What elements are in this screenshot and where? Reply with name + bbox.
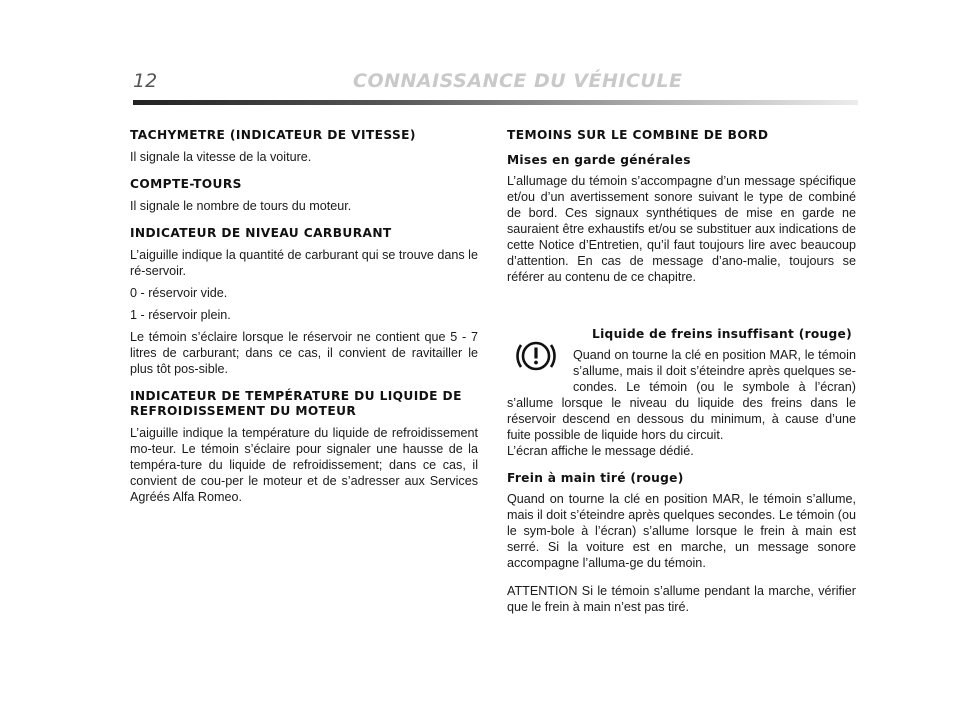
coolant-temp-heading-line-1: INDICATEUR DE TEMPÉRATURE DU LIQUIDE DE bbox=[130, 389, 462, 403]
fuel-gauge-text-2: 0 - réservoir vide. bbox=[130, 286, 228, 300]
page-number: 12 bbox=[133, 70, 158, 92]
fuel-gauge-text-3: 1 - réservoir plein. bbox=[130, 308, 231, 322]
right-column bbox=[507, 128, 856, 621]
fuel-gauge-text-4: Le témoin s’éclaire lorsque le réservoir ne contient que 5 - 7 litres de carburant; dans ce cas, il convient de ravitailler le plus tôt pos-sible. bbox=[130, 330, 478, 376]
handbrake-text: Quand on tourne la clé en position MAR, le témoin s’allume, mais il doit s’éteindre après quelques secondes. Le témoin (ou le sym-bole à l’écran) s’allume lorsque le frein à main est serré. Si la voiture est en marche, un message sonore accompagne l’alluma-ge du témoin. bbox=[507, 492, 856, 570]
brake-fluid-text: Quand on tourne la clé en position MAR, le témoin s’allume, mais il doit s’éteindre après quelques se-condes. Le témoin (ou le symbole à l’écran) s’allume lorsque le niveau du liquide des freins dans le réservoir descend en dessous du minimum, à cause d’une fuite possible de liquide hors du circuit. bbox=[507, 348, 856, 442]
section-title: CONNAISSANCE DU VÉHICULE bbox=[353, 70, 683, 92]
rev-counter-heading: COMPTE-TOURS bbox=[130, 177, 242, 191]
handbrake-attention-text: ATTENTION Si le témoin s’allume pendant la marche, vérifier que le frein à main n’est pas tiré. bbox=[507, 584, 856, 614]
left-column bbox=[130, 128, 478, 511]
tachymeter-text: Il signale la vitesse de la voiture. bbox=[130, 150, 312, 164]
coolant-temp-text: L’aiguille indique la température du liquide de refroidissement mo-teur. Le témoin s’éclaire pour signaler une hausse de la tempéra-ture du liquide de refroidissement; dans ce cas, il convient de cou-per le moteur et de s’adresser aux Services Agréés Alfa Romeo. bbox=[130, 426, 478, 504]
rev-counter-text: Il signale le nombre de tours du moteur. bbox=[130, 199, 352, 213]
combi-warnings-heading: TEMOINS SUR LE COMBINE DE BORD bbox=[507, 128, 769, 142]
brake-warning-icon bbox=[513, 333, 559, 379]
general-warnings-text: L’allumage du témoin s’accompagne d’un message spécifique et/ou d’un avertissement sonore suivant le type de combiné de bord. Ces signaux synthétiques de mise en garde ne sauraient être exhaustifs et/ou se substituer aux indications de cette Notice d’Entretien, qu’il faut toujours lire avec beaucoup d’attention. En cas de message d’ano-malie, toujours se référer au contenu de ce chapitre. bbox=[507, 174, 856, 284]
fuel-gauge-heading: INDICATEUR DE NIVEAU CARBURANT bbox=[130, 226, 392, 240]
fuel-gauge-text-1: L’aiguille indique la quantité de carburant qui se trouve dans le ré-servoir. bbox=[130, 248, 478, 278]
header-rule bbox=[133, 100, 858, 105]
tachymeter-heading: TACHYMETRE (INDICATEUR DE VITESSE) bbox=[130, 128, 416, 142]
coolant-temp-heading bbox=[130, 389, 478, 419]
brake-fluid-text-2: L’écran affiche le message dédié. bbox=[507, 444, 694, 458]
brake-fluid-heading: Liquide de freins insuffisant (rouge) bbox=[592, 327, 852, 341]
coolant-temp-heading-line-2: REFROIDISSEMENT DU MOTEUR bbox=[130, 404, 357, 418]
handbrake-heading: Frein à main tiré (rouge) bbox=[507, 471, 684, 485]
brake-fluid-block bbox=[507, 327, 856, 459]
general-warnings-heading: Mises en garde générales bbox=[507, 153, 691, 167]
page-header bbox=[133, 70, 858, 110]
